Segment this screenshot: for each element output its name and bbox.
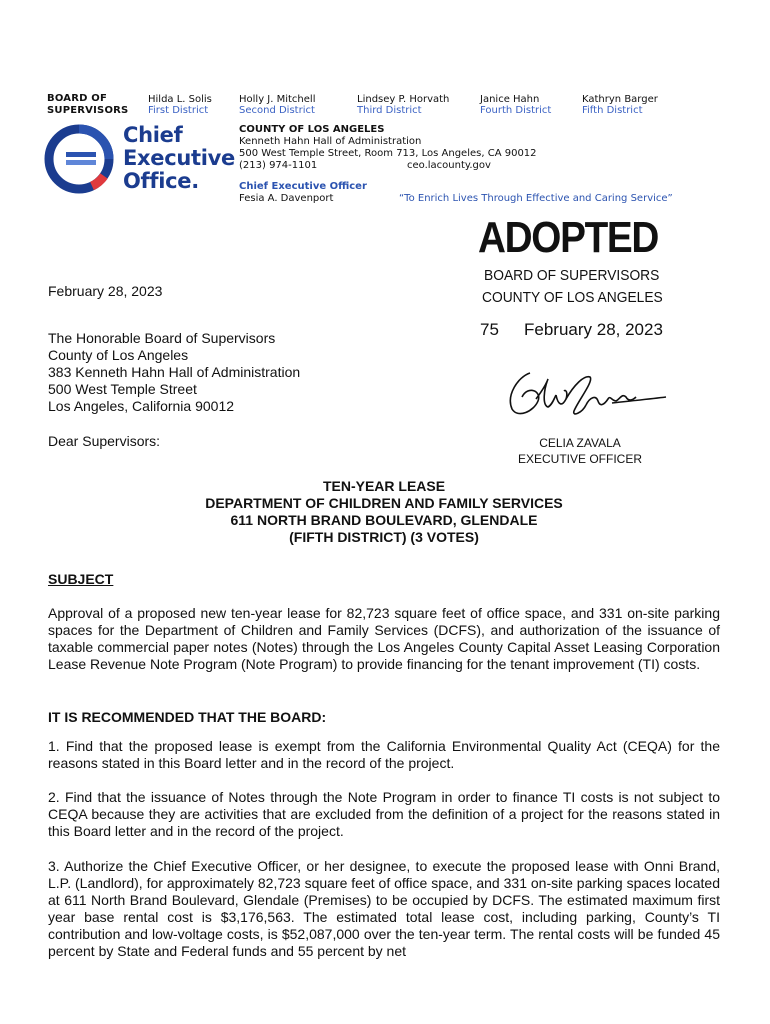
supervisor-name: Holly J. Mitchell [239,94,316,105]
supervisor-2 [239,94,315,116]
supervisor-name: Hilda L. Solis [148,94,212,105]
ceo-title: Chief Executive Officer [239,181,367,192]
recipient-address [48,330,300,415]
website-link[interactable]: ceo.lacounty.gov [407,160,491,171]
supervisor-district: Second District [239,105,315,116]
subject-label: SUBJECT [48,571,114,587]
motto: “To Enrich Lives Through Effective and Caring Service” [399,193,673,204]
supervisor-district: First District [148,105,209,116]
subject-paragraph: Approval of a proposed new ten-year lease for 82,723 square feet of office space, and 331 on-site parking spaces for the Department of Children and Family Services (DCFS), and authorization of the issuance of taxable commercial paper notes (Notes) through the Los Angeles County Capital Asset Leasing Corporation Lease Revenue Note Program (Note Program) to provide financing for the tenant improvement (TI) costs. [48,605,720,672]
recommendation-label: IT IS RECOMMENDED THAT THE BOARD: [48,709,327,725]
heading-line: (FIFTH DISTRICT) (3 VOTES) [289,529,479,545]
recommendation-1: 1. Find that the proposed lease is exempt from the California Environmental Quality Act (CEQA) for the reasons stated in this Board letter and in the record of the project. [48,738,720,771]
stamp-item-number: 75 [480,320,499,339]
letter-date: February 28, 2023 [48,283,163,299]
supervisor-4 [480,94,551,116]
office-name-line: Executive [123,146,236,170]
recipient-line: County of Los Angeles [48,347,189,363]
signer-name: CELIA ZAVALA [539,436,621,450]
supervisor-name: Kathryn Barger [582,94,658,105]
letter-heading [48,478,720,546]
recipient-line: Los Angeles, California 90012 [48,398,235,414]
supervisor-5 [582,94,658,116]
ceo-name: Fesia A. Davenport [239,193,334,204]
recommendation-3: 3. Authorize the Chief Executive Officer, or her designee, to execute the proposed lease with Onni Brand, L.P. (Landlord), for approximately 82,723 square feet of office space, and 331 on-site parking spaces located at 611 North Brand Boulevard, Glendale (Premises) to be occupied by DCFS. The estimated maximum first year base rental cost is $3,176,563. The estimated total lease cost, including parking, County’s TI contribution and low-voltage costs, is $52,087,000 over the ten-year term. The rental costs will be funded 45 percent by State and Federal funds and 55 percent by net [48,858,720,959]
county-name: COUNTY OF LOS ANGELES [239,124,385,135]
signer-title: EXECUTIVE OFFICER [517,452,642,466]
recommendation-2: 2. Find that the issuance of Notes through the Note Program in order to finance TI costs is not subject to CEQA because they are activities that are excluded from the definition of a project for the reasons stated in this Board letter and in the record of the project. [48,789,720,839]
adopted-stamp-title: ADOPTED [478,213,659,262]
supervisor-district: Fourth District [480,105,552,116]
heading-line: 611 NORTH BRAND BOULEVARD, GLENDALE [230,512,538,528]
office-name [123,124,235,193]
recipient-line: 500 West Temple Street [48,381,197,397]
stamp-date: February 28, 2023 [524,320,663,339]
phone-number: (213) 974-1101 [239,160,318,171]
board-label-line-2: SUPERVISORS [47,105,129,116]
supervisor-district: Fifth District [582,105,643,116]
stamp-signer [500,435,660,467]
supervisor-name: Janice Hahn [480,94,540,105]
board-label-line-1: BOARD OF [47,93,108,104]
supervisor-1 [148,94,212,116]
office-name-line: Office. [123,169,199,193]
recipient-line: The Honorable Board of Supervisors [48,330,276,346]
supervisor-district: Third District [357,105,422,116]
supervisor-name: Lindsey P. Horvath [357,94,450,105]
stamp-line-county: COUNTY OF LOS ANGELES [482,289,663,306]
address-line: 500 West Temple Street, Room 713, Los Angeles, CA 90012 [239,148,537,159]
recipient-line: 383 Kenneth Hahn Hall of Administration [48,364,301,380]
address-line: Kenneth Hahn Hall of Administration [239,136,422,147]
handwritten-signature [500,355,670,425]
ceo-circle-logo-icon [44,124,114,194]
office-name-line: Chief [123,123,183,147]
board-of-supervisors-label [47,93,128,117]
salutation: Dear Supervisors: [48,433,161,449]
stamp-line-board: BOARD OF SUPERVISORS [484,267,660,284]
supervisor-3 [357,94,449,116]
county-address-block [239,124,537,172]
ceo-block [239,181,367,205]
heading-line: DEPARTMENT OF CHILDREN AND FAMILY SERVICES [205,495,563,511]
heading-line: TEN-YEAR LEASE [322,478,446,494]
